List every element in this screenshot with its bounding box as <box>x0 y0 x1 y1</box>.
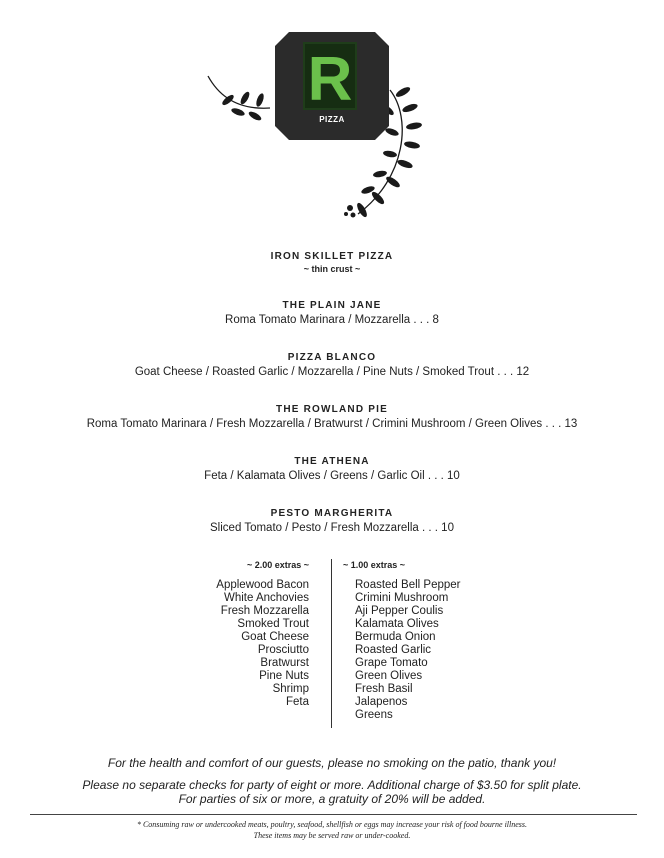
menu-item <box>0 456 664 482</box>
extras-2-list <box>216 579 309 709</box>
extra-item: Greens <box>355 709 393 721</box>
health-disclaimer-note: These items may be served raw or under-cooked. <box>253 831 411 840</box>
menu-item-name: PESTO MARGHERITA <box>270 508 394 519</box>
menu-item-description: Goat Cheese / Roasted Garlic / Mozzarella / Pine Nuts / Smoked Trout . . . 12 <box>134 366 530 378</box>
menu-item <box>0 404 664 430</box>
menu-item <box>0 300 664 326</box>
health-disclaimer: * Consuming raw or undercooked meats, poultry, seafood, shellfish or eggs may increase your risk of food bourne illness. <box>136 820 528 829</box>
extras-divider <box>331 559 332 728</box>
extra-item: Kalamata Olives <box>355 618 439 630</box>
logo-badge <box>275 32 389 140</box>
extra-item: Smoked Trout <box>237 618 309 630</box>
extra-item: Crimini Mushroom <box>355 592 449 604</box>
restaurant-logo <box>200 28 430 233</box>
extra-item: Fresh Basil <box>355 683 413 695</box>
extra-item: Roasted Bell Pepper <box>355 579 461 591</box>
section-subtitle: ~ thin crust ~ <box>303 264 361 274</box>
extras-1-heading: ~ 1.00 extras ~ <box>343 560 406 570</box>
menu-item-description: Roma Tomato Marinara / Fresh Mozzarella / Bratwurst / Crimini Mushroom / Green Olives . . . 13 <box>86 418 578 430</box>
menu-item-name: THE ATHENA <box>294 456 370 467</box>
menu-item-description: Feta / Kalamata Olives / Greens / Garlic Oil . . . 10 <box>204 470 460 482</box>
extras-1-list <box>343 579 460 722</box>
menu-item <box>0 508 664 534</box>
extra-item: Feta <box>285 696 309 708</box>
extra-item: Grape Tomato <box>355 657 428 669</box>
section-header <box>0 251 664 274</box>
extras-2-heading: ~ 2.00 extras ~ <box>246 560 309 570</box>
extra-item: Bratwurst <box>260 657 309 669</box>
extra-item: Applewood Bacon <box>216 579 309 591</box>
gratuity-notice: For parties of six or more, a gratuity of 20% will be added. <box>178 792 486 806</box>
extra-item: Jalapenos <box>355 696 408 708</box>
extras-1-column <box>343 560 460 722</box>
extras-2-column <box>216 560 309 709</box>
menu-item-name: PIZZA BLANCO <box>287 352 377 363</box>
extra-item: Roasted Garlic <box>355 644 432 656</box>
section-title: IRON SKILLET PIZZA <box>270 251 394 262</box>
extra-item: Fresh Mozzarella <box>220 605 309 617</box>
menu-item-name: THE ROWLAND PIE <box>276 404 388 415</box>
smoking-notice: For the health and comfort of our guests, please no smoking on the patio, thank you! <box>107 756 557 770</box>
menu-item-name: THE PLAIN JANE <box>282 300 382 311</box>
extra-item: Prosciutto <box>257 644 309 656</box>
extra-item: Green Olives <box>355 670 423 682</box>
extra-item: Pine Nuts <box>259 670 309 682</box>
extra-item: White Anchovies <box>223 592 309 604</box>
divider-line <box>30 814 637 815</box>
extra-item: Goat Cheese <box>241 631 309 643</box>
menu-item-description: Sliced Tomato / Pesto / Fresh Mozzarella . . . 10 <box>210 522 454 534</box>
logo-subtitle: PIZZA <box>319 115 345 124</box>
extra-item: Bermuda Onion <box>355 631 436 643</box>
logo-letter: R <box>307 45 353 114</box>
menu-item <box>0 352 664 378</box>
checks-notice: Please no separate checks for party of eight or more. Additional charge of $3.50 for split plate. <box>82 778 582 792</box>
extra-item: Aji Pepper Coulis <box>355 605 444 617</box>
menu-item-description: Roma Tomato Marinara / Mozzarella . . . 8 <box>225 314 439 326</box>
extra-item: Shrimp <box>272 683 309 695</box>
